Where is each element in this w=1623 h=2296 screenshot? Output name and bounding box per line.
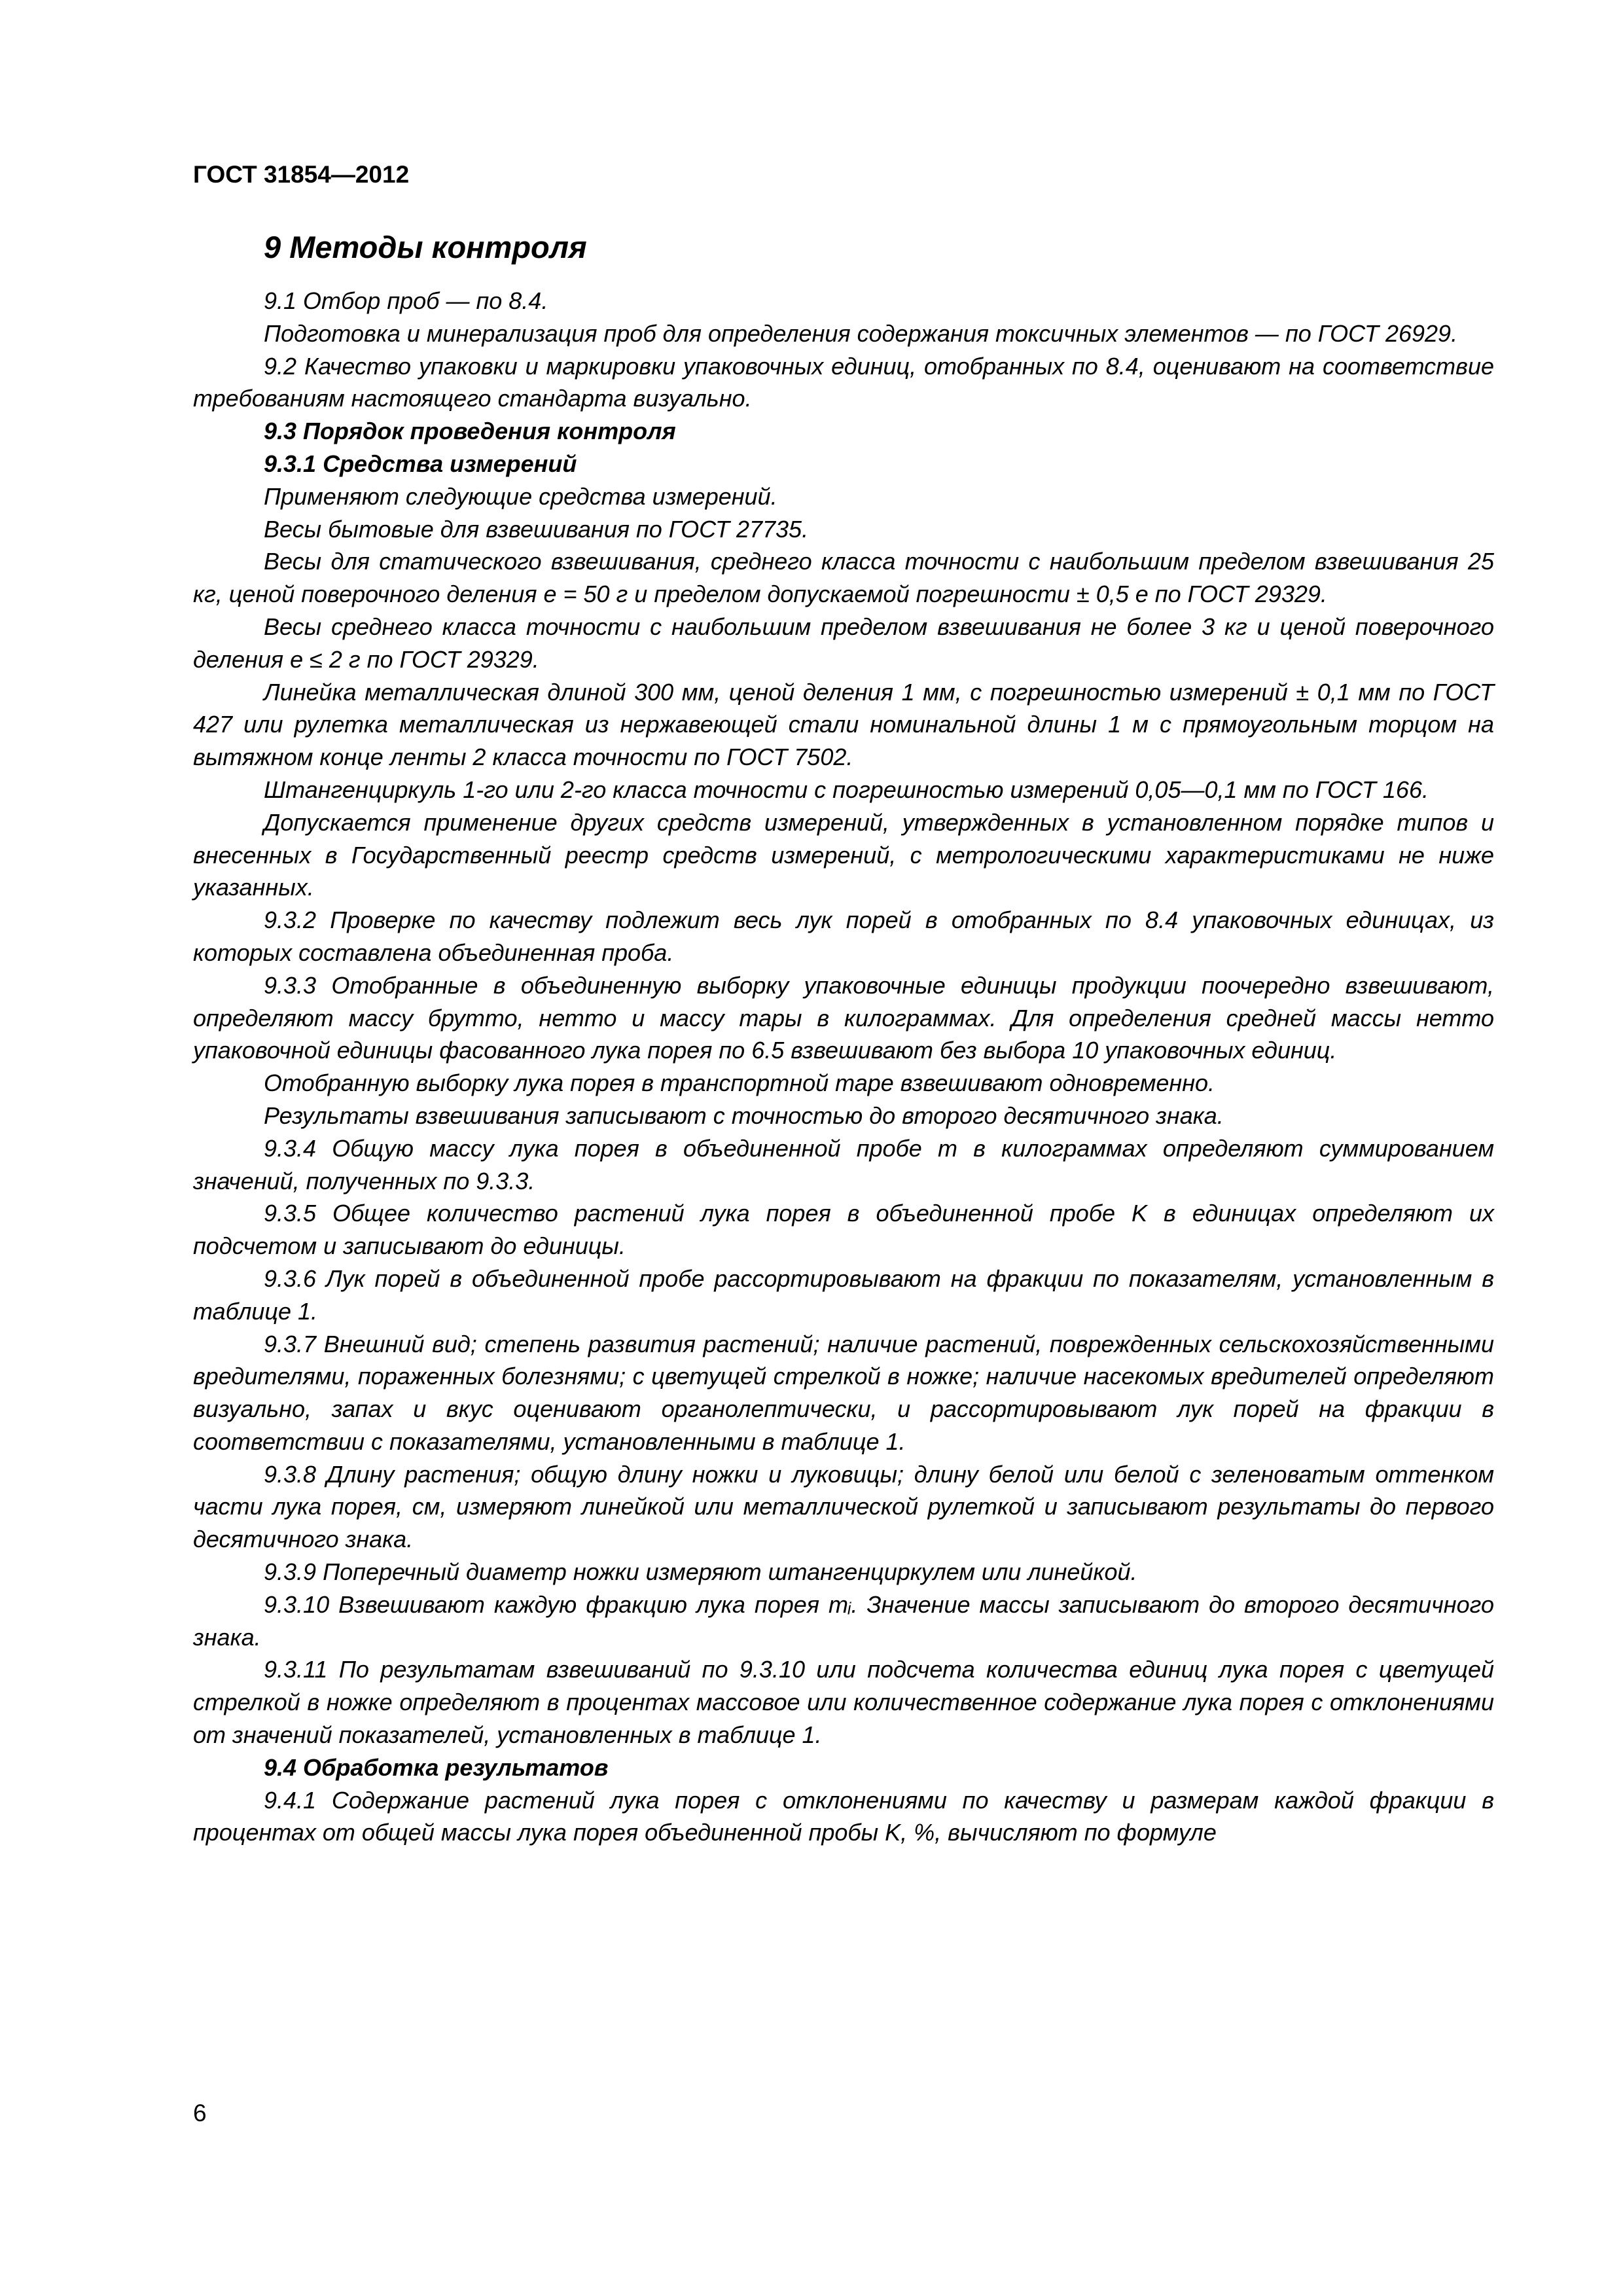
paragraph: 9.3.10 Взвешивают каждую фракцию лука порея mᵢ. Значение массы записывают до второго десятичного знака. [193,1590,1494,1651]
subsection-heading: 9.4 Обработка результатов [264,1753,609,1781]
paragraph: Допускается применение других средств измерений, утвержденных в установленном порядке типов и внесенных в Государственный реестр средств измерений, с метрологическими характеристиками не ниже указанных. [193,808,1494,901]
paragraph: Весы среднего класса точности с наибольшим пределом взвешивания не более 3 кг и ценой поверочного деления е ≤ 2 г по ГОСТ 29329. [193,613,1494,673]
paragraph: 9.2 Качество упаковки и маркировки упаковочных единиц, отобранных по 8.4, оценивают на соответствие требованиям настоящего стандарта визуально. [193,352,1494,412]
paragraph: Штангенциркуль 1-го или 2-го класса точности с погрешностью измерений 0,05—0,1 мм по ГОСТ 166. [264,776,1429,803]
paragraph: 9.3.8 Длину растения; общую длину ножки и луковицы; длину белой или белой с зеленоватым оттенком части лука порея, см, измеряют линейкой или металлической рулеткой и записывают результаты до первого десятичного знака. [193,1460,1494,1553]
paragraph: Применяют следующие средства измерений. [264,482,777,510]
page-number: 6 [193,2100,207,2126]
paragraph: Линейка металлическая длиной 300 мм, ценой деления 1 мм, с погрешностью измерений ± 0,1 мм по ГОСТ 427 или рулетка металлическая из нержавеющей стали номинальной длины 1 м с прямоугольным торцом на вытяжном конце ленты 2 класса точности по ГОСТ 7502. [193,678,1494,771]
paragraph: Отобранную выборку лука порея в транспортной таре взвешивают одновременно. [264,1069,1215,1097]
paragraph: 9.3.7 Внешний вид; степень развития растений; наличие растений, поврежденных сельскохозяйственными вредителями, пораженных болезнями; с цветущей стрелкой в ножке; наличие насекомых вредителей определяют визуально, запах и вкус оценивают органолептически, и рассортировывают лук порей на фракции в соответствии с показателями, установленными в таблице 1. [193,1330,1494,1455]
subsection-heading: 9.3 Порядок проведения контроля [264,418,676,445]
paragraph: 9.3.11 По результатам взвешиваний по 9.3.10 или подсчета количества единиц лука порея с цветущей стрелкой в ножке определяют в процентах массовое или количественное содержание лука порея с отклонениями от значений показателей, установленных в таблице 1. [193,1656,1494,1749]
paragraph: 9.3.9 Поперечный диаметр ножки измеряют штангенциркулем или линейкой. [264,1558,1137,1586]
paragraph: Результаты взвешивания записывают с точностью до второго десятичного знака. [264,1102,1224,1129]
paragraph: Весы бытовые для взвешивания по ГОСТ 27735. [264,515,809,543]
subsection-heading: 9.3.1 Средства измерений [264,450,577,477]
paragraph: 9.1 Отбор проб — по 8.4. [264,287,548,314]
page-content [193,229,1494,1849]
paragraph: 9.3.5 Общее количество растений лука порея в объединенной пробе K в единицах определяют их подсчетом и записывают до единицы. [193,1200,1494,1260]
paragraph: 9.4.1 Содержание растений лука порея с отклонениями по качеству и размерам каждой фракции в процентах от общей массы лука порея объединенной пробы K, %, вычисляют по формуле [193,1786,1494,1846]
paragraph: 9.3.6 Лук порей в объединенной пробе рассортировывают на фракции по показателям, установленным в таблице 1. [193,1265,1494,1325]
paragraph: 9.3.2 Проверке по качеству подлежит весь лук порей в отобранных по 8.4 упаковочных единицах, из которых составлена объединенная проба. [193,906,1494,966]
paragraph: 9.3.3 Отобранные в объединенную выборку упаковочные единицы продукции поочередно взвешивают, определяют массу брутто, нетто и массу тары в килограммах. Для определения средней массы нетто упаковочной единицы фасованного лука порея по 6.5 взвешивают без выбора 10 упаковочных единиц. [193,971,1494,1064]
paragraph: Подготовка и минерализация проб для определения содержания токсичных элементов — по ГОСТ 26929. [264,319,1458,347]
paragraph-list [193,285,1494,1849]
paragraph: Весы для статического взвешивания, среднего класса точности с наибольшим пределом взвешивания 25 кг, ценой поверочного деления е = 50 г и пределом допускаемой погрешности ± 0,5 е по ГОСТ 29329. [193,548,1494,608]
section-title: 9 Методы контроля [264,230,587,264]
paragraph: 9.3.4 Общую массу лука порея в объединенной пробе m в килограммах определяют суммированием значений, полученных по 9.3.3. [193,1134,1494,1194]
document-header: ГОСТ 31854—2012 [193,161,410,188]
